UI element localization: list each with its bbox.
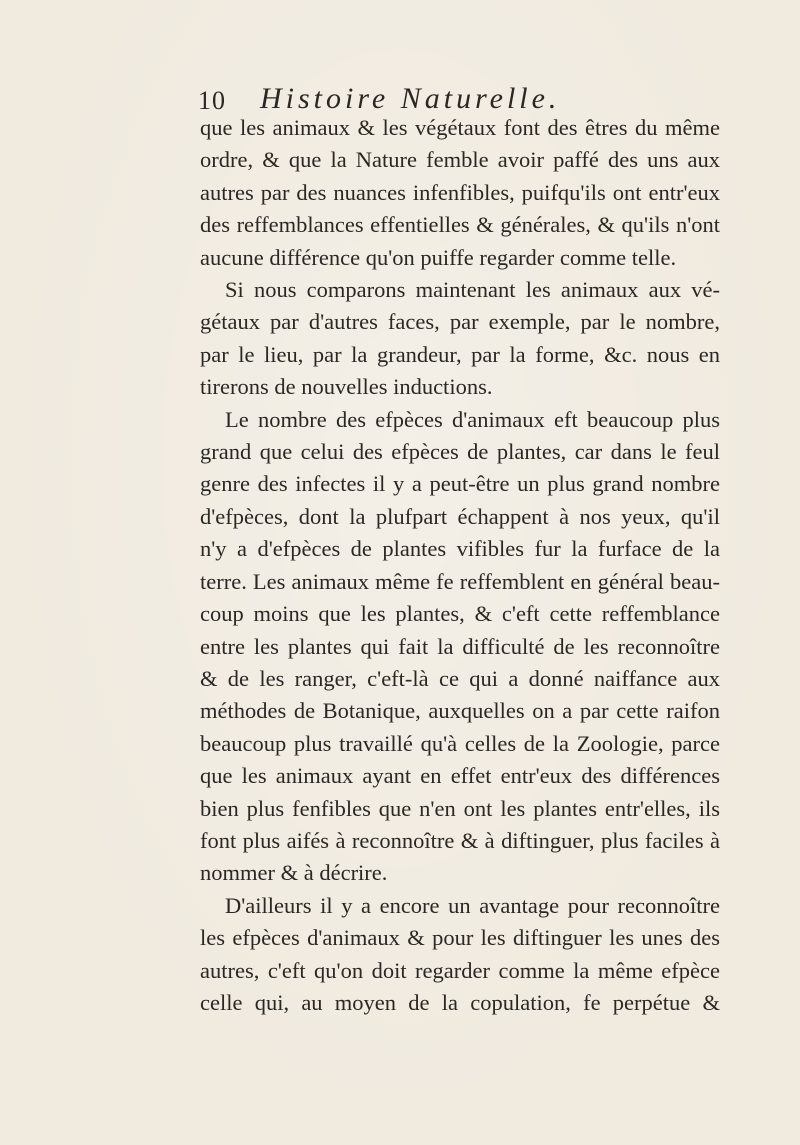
text-line: celle qui, au moyen de la copulation, fe perpétue & (200, 989, 720, 1015)
text-line: coup moins que les plantes, & c'eft cette reffemblance (200, 601, 720, 627)
text-line: bien plus fenfibles que n'en ont les plantes entr'elles, ils (200, 795, 720, 821)
text-line: font plus aifés à reconnoître & à diftinguer, plus faciles à (200, 827, 720, 853)
text-line: & de les ranger, c'eft-là ce qui a donné naiffance aux (200, 665, 720, 691)
text-line: nommer & à décrire. (200, 860, 388, 886)
text-line: d'efpèces, dont la plufpart échappent à nos yeux, qu'il (200, 503, 720, 529)
text-line: aucune différence qu'on puiffe regarder comme telle. (200, 244, 677, 270)
running-title: Histoire Naturelle. (260, 82, 561, 115)
body-text (200, 112, 720, 1019)
text-line: tirerons de nouvelles inductions. (200, 374, 493, 400)
text-line: autres par des nuances infenfibles, puifqu'ils ont entr'eux (200, 179, 720, 205)
text-line: ordre, & que la Nature femble avoir paffé des uns aux (200, 147, 720, 173)
text-line: par le lieu, par la grandeur, par la forme, &c. nous en (200, 341, 720, 367)
text-line: que les animaux & les végétaux font des êtres du même (200, 115, 720, 140)
text-line: grand que celui des efpèces de plantes, car dans le feul (200, 439, 720, 465)
text-line: gétaux par d'autres faces, par exemple, par le nombre, (200, 309, 720, 335)
text-line: les efpèces d'animaux & pour les diftinguer les unes des (200, 925, 720, 951)
text-line: Le nombre des efpèces d'animaux eft beaucoup plus (225, 406, 720, 432)
text-line: terre. Les animaux même fe reffemblent en général beau- (200, 568, 720, 594)
text-line: méthodes de Botanique, auxquelles on a par cette raifon (200, 698, 720, 724)
text-line: genre des infectes il y a peut-être un plus grand nombre (200, 471, 720, 497)
text-line: autres, c'eft qu'on doit regarder comme la même efpèce (200, 957, 720, 983)
text-line: que les animaux ayant en effet entr'eux des différences (200, 763, 720, 789)
text-line: beaucoup plus travaillé qu'à celles de la Zoologie, parce (200, 730, 720, 756)
text-line: entre les plantes qui fait la difficulté de les reconnoître (200, 633, 720, 659)
page-number: 10 (198, 86, 226, 115)
text-line: Si nous comparons maintenant les animaux aux vé- (225, 277, 720, 303)
text-line: n'y a d'efpèces de plantes vifibles fur la furface de la (200, 536, 720, 562)
text-line: des reffemblances effentielles & générales, & qu'ils n'ont (200, 212, 720, 238)
text-line: D'ailleurs il y a encore un avantage pour reconnoître (225, 892, 720, 918)
